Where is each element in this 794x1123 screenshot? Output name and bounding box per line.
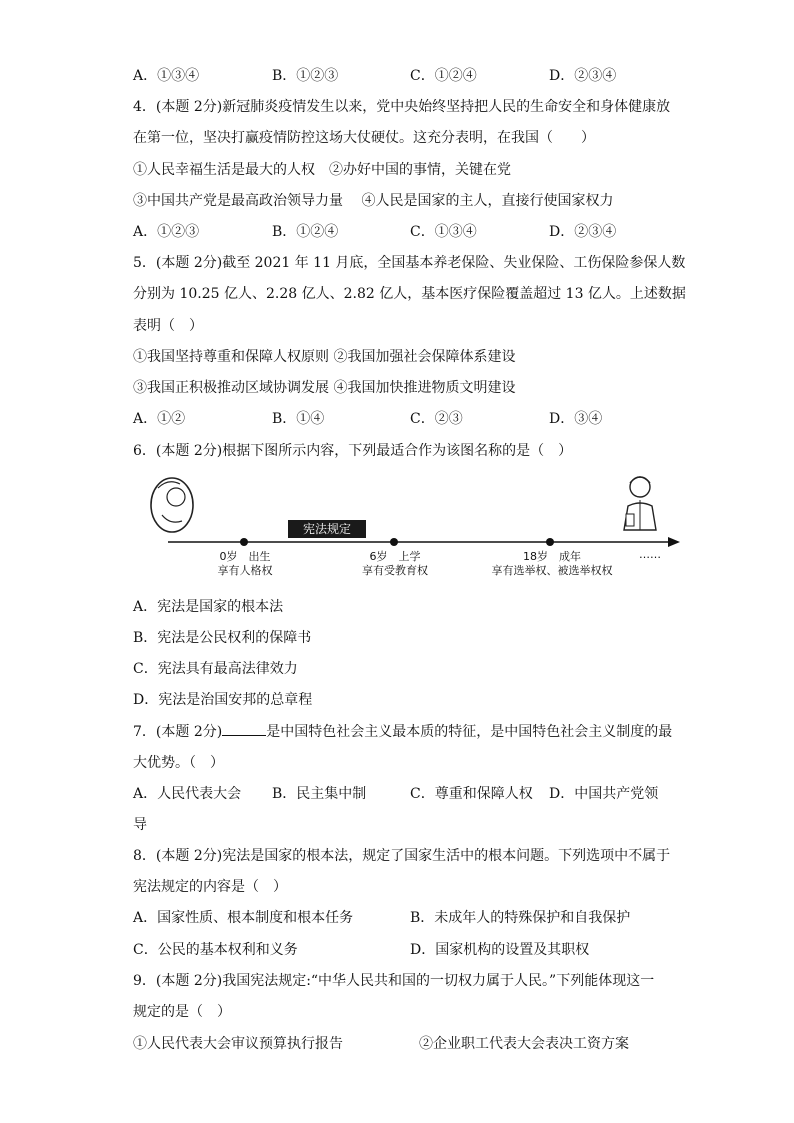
q5-option-d: D．③④: [549, 411, 603, 427]
q9-stem-line-2: 规定的是（ ）: [133, 1004, 231, 1020]
q4-option-d: D．②③④: [549, 224, 617, 240]
q4-statements-2: ③中国共产党是最高政治领导力量 ④人民是国家的主人，直接行使国家权力: [133, 193, 614, 209]
q6-stem: 6．(本题 2分)根据下图所示内容，下列最适合作为该图名称的是（ ）: [133, 443, 573, 459]
q7-option-a: A．人民代表大会: [133, 786, 242, 802]
adult-person-icon: [624, 477, 656, 530]
q4-option-c: C．①③④: [410, 224, 477, 240]
q5-option-c: C．②③: [410, 411, 463, 427]
q7-option-d-wrap: 导: [133, 817, 147, 833]
q7-answer-blank: [222, 721, 266, 736]
q7-prefix: 7．(本题 2分): [133, 724, 223, 740]
q5-statements-2: ③我国正积极推动区域协调发展 ④我国加快推进物质文明建设: [133, 380, 516, 396]
q6-option-d: D．宪法是治国安邦的总章程: [133, 692, 313, 708]
timeline-arrow: [668, 537, 680, 547]
q4-option-b: B．①②④: [272, 224, 339, 240]
timeline-right-school: 享有受教育权: [362, 564, 428, 577]
q4-statements-1: ①人民幸福生活是最大的人权 ②办好中国的事情，关键在党: [133, 162, 511, 178]
constitution-provision-badge: 宪法规定: [288, 520, 366, 538]
q6-option-b: B．宪法是公民权利的保障书: [133, 630, 312, 646]
q7-stem-line-2: 大优势。（ ）: [133, 755, 224, 771]
q9-stem-line-1: 9．(本题 2分)我国宪法规定:“中华人民共和国的一切权力属于人民。”下列能体现这一: [133, 973, 655, 989]
q7-option-b: B．民主集中制: [272, 786, 367, 802]
q8-stem-line-2: 宪法规定的内容是（ ）: [133, 879, 287, 895]
q7-option-d: D．中国共产党领: [549, 786, 659, 802]
q8-option-b: B．未成年人的特殊保护和自我保护: [410, 910, 631, 926]
q7-option-c: C．尊重和保障人权: [410, 786, 533, 802]
q5-stem-line-2: 分别为 10.25 亿人、2.28 亿人、2.82 亿人，基本医疗保险覆盖超过 13 亿人。上述数据: [133, 286, 686, 302]
q5-option-b: B．①④: [272, 411, 325, 427]
timeline-right-adult: 享有选举权、被选举权权: [491, 564, 613, 577]
q4-option-a: A．①②③: [133, 224, 200, 240]
q9-statement-1: ①人民代表大会审议预算执行报告: [133, 1036, 343, 1052]
timeline-ellipsis: ……: [639, 548, 661, 561]
constitution-timeline-diagram: [140, 470, 685, 585]
timeline-age-adult: 18岁 成年: [523, 550, 581, 563]
q5-statements-1: ①我国坚持尊重和保障人权原则 ②我国加强社会保障体系建设: [133, 349, 516, 365]
q5-option-a: A．①②: [133, 411, 186, 427]
timeline-dot-adult: [546, 538, 554, 546]
timeline-age-birth: 0岁 出生: [219, 550, 271, 563]
q3-option-a: A．①③④: [133, 68, 200, 84]
timeline-dot-school: [390, 538, 398, 546]
q6-option-a: A．宪法是国家的根本法: [133, 599, 284, 615]
q9-statement-2: ②企业职工代表大会表决工资方案: [419, 1036, 629, 1052]
baby-icon: [151, 478, 193, 532]
q5-stem-line-3: 表明（ ）: [133, 318, 203, 334]
q7-suffix: 是中国特色社会主义最本质的特征，是中国特色社会主义制度的最: [266, 724, 673, 740]
timeline-right-birth: 享有人格权: [217, 564, 273, 577]
q6-option-c: C．宪法具有最高法律效力: [133, 661, 298, 677]
q8-stem-line-1: 8．(本题 2分)宪法是国家的根本法，规定了国家生活中的根本问题。下列选项中不属于: [133, 848, 671, 864]
q4-stem-line-1: 4．(本题 2分)新冠肺炎疫情发生以来，党中央始终坚持把人民的生命安全和身体健康放: [133, 99, 671, 115]
q5-stem-line-1: 5．(本题 2分)截至 2021 年 11 月底，全国基本养老保险、失业保险、工伤保险参保人数: [133, 255, 686, 271]
timeline-dot-birth: [240, 538, 248, 546]
q8-option-c: C．公民的基本权利和义务: [133, 942, 298, 958]
timeline-age-school: 6岁 上学: [369, 550, 421, 563]
q7-stem-line-1: [133, 721, 672, 742]
q4-stem-line-2: 在第一位，坚决打赢疫情防控这场大仗硬仗。这充分表明，在我国（ ）: [133, 130, 595, 146]
q3-option-c: C．①②④: [410, 68, 477, 84]
q3-option-b: B．①②③: [272, 68, 339, 84]
q8-option-d: D．国家机构的设置及其职权: [410, 942, 590, 958]
q3-option-d: D．②③④: [549, 68, 617, 84]
q8-option-a: A．国家性质、根本制度和根本任务: [133, 910, 354, 926]
